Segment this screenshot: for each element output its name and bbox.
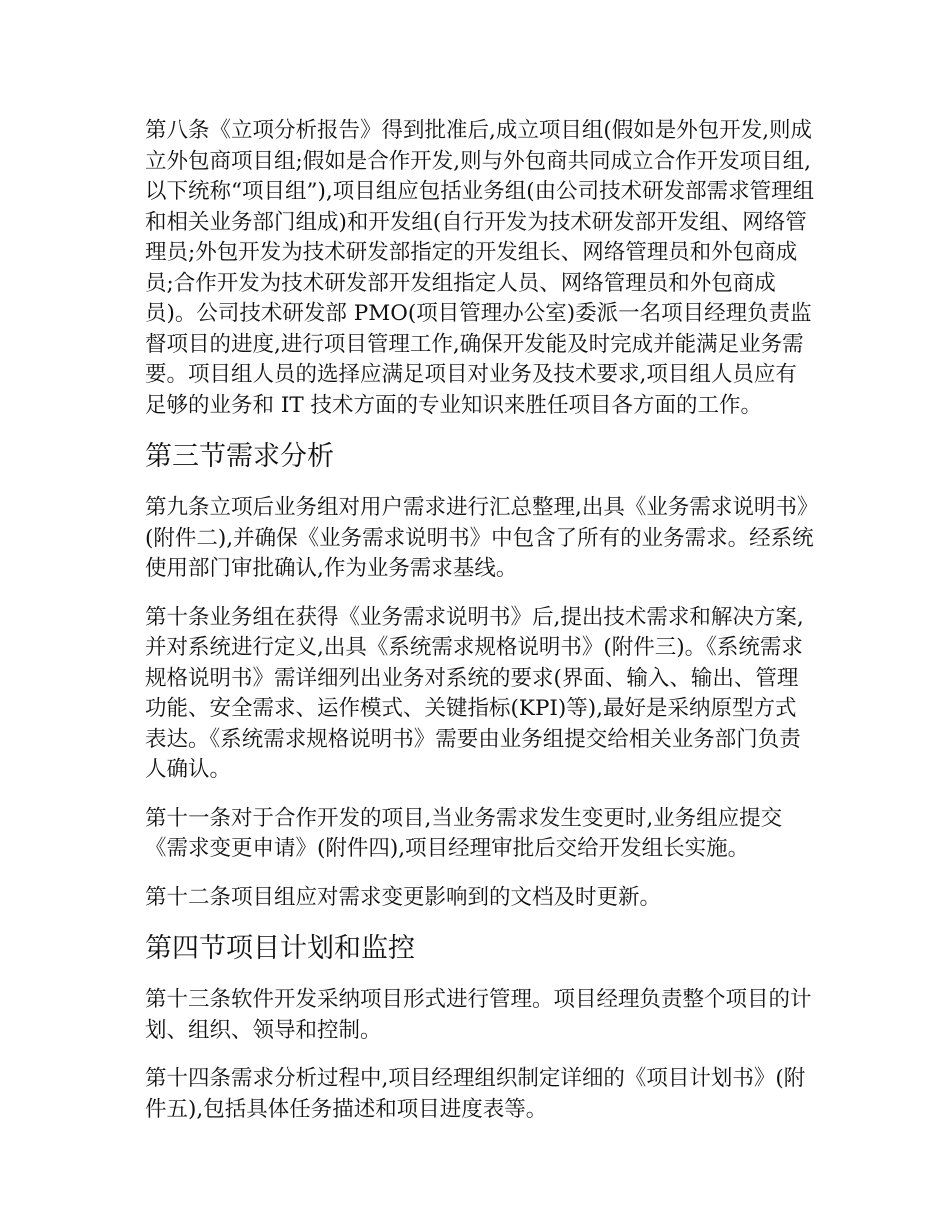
document-page (145, 116, 817, 1143)
article-11-paragraph: 第十一条对于合作开发的项目,当业务需求发生变更时,业务组应提交《需求变更申请》(附件四),项目经理审批后交给开发组长实施。 (145, 805, 783, 861)
article-9-paragraph: 第九条立项后业务组对用户需求进行汇总整理,出具《业务需求说明书》(附件二),并确保《业务需求说明书》中包含了所有的业务需求。经系统使用部门审批确认,作为业务需求基线。 (145, 495, 814, 581)
article-12-paragraph: 第十二条项目组应对需求变更影响到的文档及时更新。 (145, 884, 662, 910)
section-3-heading: 第三节需求分析 (145, 441, 334, 472)
article-14-paragraph: 第十四条需求分析过程中,项目经理组织制定详细的《项目计划书》(附件五),包括具体任务描述和项目进度表等。 (145, 1066, 806, 1122)
article-8-paragraph: 第八条《立项分析报告》得到批准后,成立项目组(假如是外包开发,则成立外包商项目组;假如是合作开发,则与外包商共同成立合作开发项目组,以下统称“项目组”),项目组应包括业务组(由公司技术研发部需求管理组和相关业务部门组成)和开发组(自行开发为技术研发部开发组、网络管理员;外包开发为技术研发部指定的开发组长、网络管理员和外包商成员;合作开发为技术研发部开发组指定人员、网络管理员和外包商成员)。公司技术研发部 PMO(项目管理办公室)委派一名项目经理负责监督项目的进度,进行项目管理工作,确保开发能及时完成并能满足业务需要。项目组人员的选择应满足项目对业务及技术要求,项目组人员应有足够的业务和 IT 技术方面的专业知识来胜任项目各方面的工作。 (145, 118, 815, 418)
section-4-heading: 第四节项目计划和监控 (145, 933, 415, 964)
article-10-paragraph: 第十条业务组在获得《业务需求说明书》后,提出技术需求和解决方案,并对系统进行定义,出具《系统需求规格说明书》(附件三)。《系统需求规格说明书》需详细列出业务对系统的要求(界面、输入、输出、管理功能、安全需求、运作模式、关键指标(KPI)等),最好是采纳原型方式表达。《系统需求规格说明书》需要由业务组提交给相关业务部门负责人确认。 (145, 604, 804, 782)
article-13-paragraph: 第十三条软件开发采纳项目形式进行管理。项目经理负责整个项目的计划、组织、领导和控制。 (145, 987, 812, 1043)
